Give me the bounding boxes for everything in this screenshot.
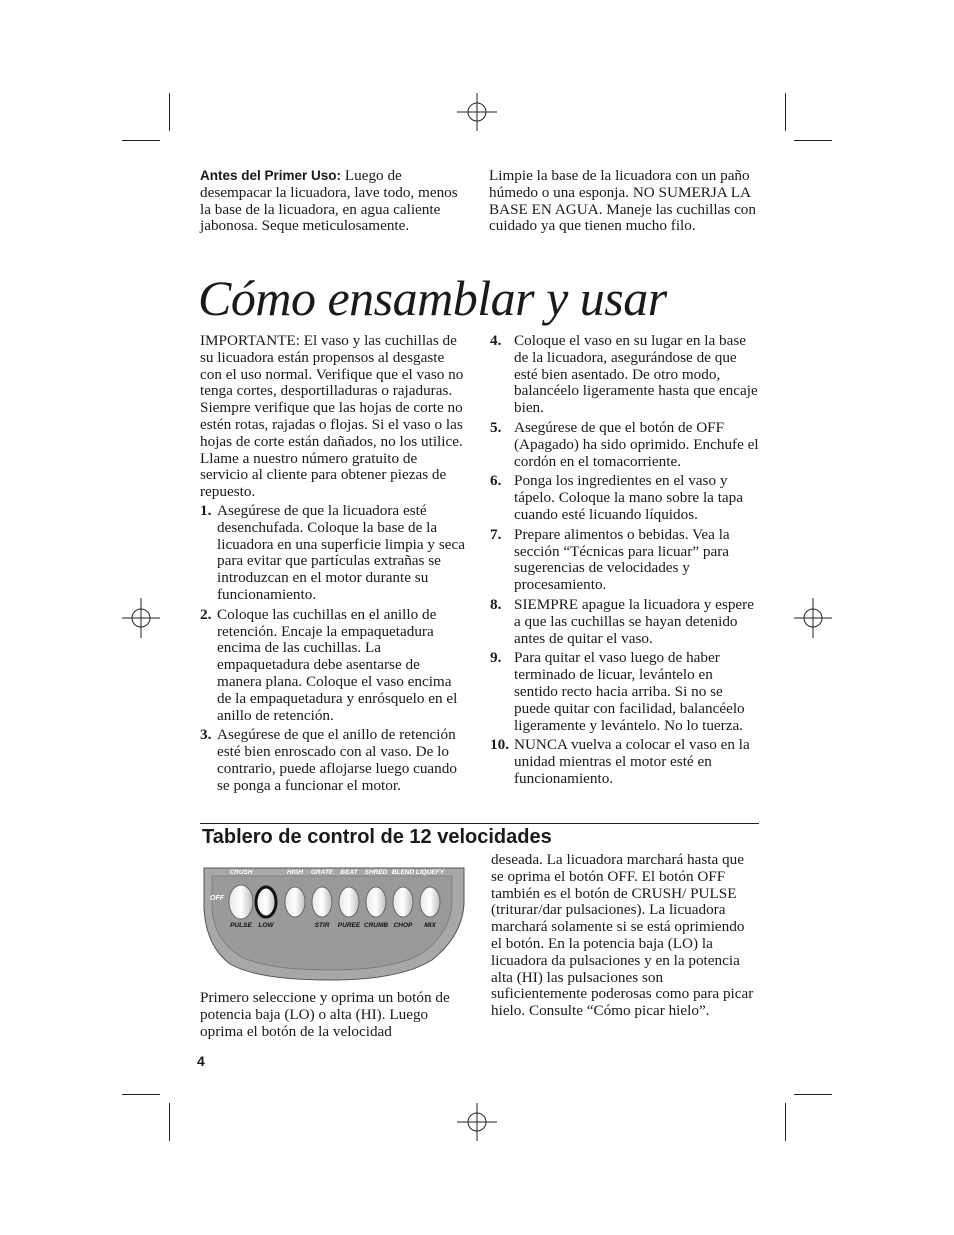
control-panel-illustration bbox=[200, 864, 468, 984]
crop-mark bbox=[794, 1094, 832, 1095]
panel-button bbox=[366, 887, 386, 917]
off-label: OFF bbox=[210, 895, 224, 902]
control-panel-right-text: deseada. La licuadora marchará hasta que se oprima el botón OFF. El botón OFF también es el botón de CRUSH/ PULSE (triturar/dar pulsaciones). La licuadora marchará solamente si se está oprimiendo el botón. En la potencia baja (LO) la licuadora da pulsaciones y en la potencia alta (HI) las pulsaciones son suficientemente poderosas como para picar hielo. Consulte “Cómo picar hielo”. bbox=[491, 851, 754, 1020]
list-item: 4. Coloque el vaso en su lugar en la base de la licuadora, asegurándose de que esté bien asentado. De otro modo, balancéelo ligeramente hasta que encaje bien. bbox=[490, 332, 758, 417]
registration-mark-icon bbox=[794, 598, 832, 638]
panel-top-label: CRUSH bbox=[229, 869, 253, 876]
registration-mark-icon bbox=[122, 598, 160, 638]
crop-mark bbox=[122, 1094, 160, 1095]
panel-top-label: BLEND bbox=[391, 869, 415, 876]
list-item: 5. Asegúrese de que el botón de OFF (Apagado) ha sido oprimido. Enchufe el cordón en el tomacorriente. bbox=[490, 418, 759, 470]
crop-mark bbox=[169, 1103, 170, 1141]
panel-bottom-label: LOW bbox=[258, 922, 274, 929]
panel-button bbox=[285, 887, 305, 917]
list-item: 8. SIEMPRE apague la licuadora y espere a que las cuchillas se hayan detenido antes de quitar el vaso. bbox=[490, 595, 754, 647]
list-item: 9. Para quitar el vaso luego de haber terminado de licuar, levántelo en sentido recto hacia arriba. Si no se puede quitar con facilidad, balancéelo ligeramente y levántelo. No lo tuerza. bbox=[490, 649, 745, 734]
panel-button bbox=[393, 887, 413, 917]
page-number: 4 bbox=[197, 1053, 205, 1069]
left-column bbox=[200, 333, 468, 798]
panel-bottom-label: PUREE bbox=[337, 922, 361, 929]
crop-mark bbox=[122, 140, 160, 141]
before-first-use-label: Antes del Primer Uso: bbox=[200, 168, 342, 183]
before-first-use-text: Luego de desempacar la licuadora, lave todo, menos la base de la licuadora, en agua caliente jabonosa. Seque meticulosamente. bbox=[200, 167, 458, 235]
list-item: 10. NUNCA vuelva a colocar el vaso en la unidad mientras el motor esté en funcionamiento. bbox=[490, 736, 750, 787]
registration-mark-icon bbox=[457, 1103, 497, 1141]
right-column bbox=[490, 333, 760, 791]
panel-bottom-label: CHOP bbox=[393, 922, 413, 929]
panel-bottom-label: MIX bbox=[424, 922, 436, 929]
panel-bottom-label: PULSE bbox=[230, 922, 252, 929]
crop-mark bbox=[169, 93, 170, 131]
panel-button bbox=[339, 887, 359, 917]
panel-top-label: HIGH bbox=[286, 869, 304, 876]
section-divider bbox=[200, 823, 759, 824]
control-panel-left-text: Primero seleccione y oprima un botón de potencia baja (LO) o alta (HI). Luego oprima el botón de la velocidad bbox=[200, 989, 450, 1040]
list-item: 6. Ponga los ingredientes en el vaso y tápelo. Coloque la mano sobre la tapa cuando esté licuando líquidos. bbox=[490, 472, 744, 523]
panel-button bbox=[420, 887, 440, 917]
page-title: Cómo ensamblar y usar bbox=[198, 270, 667, 326]
list-item: 7. Prepare alimentos o bebidas. Vea la sección “Técnicas para licuar” para sugerencias de velocidades y procesamiento. bbox=[490, 525, 730, 594]
panel-top-label: SHRED bbox=[364, 869, 388, 876]
crop-mark bbox=[785, 93, 786, 131]
cleaning-paragraph: Limpie la base de la licuadora con un paño húmedo o una esponja. NO SUMERJA LA BASE EN AGUA. Maneje las cuchillas con cuidado ya que tienen mucho filo. bbox=[489, 167, 756, 235]
registration-mark-icon bbox=[457, 93, 497, 131]
panel-top-label: LIQUEFY bbox=[415, 869, 445, 876]
list-item: 3. Asegúrese de que el anillo de retención esté bien enroscado con al vaso. De lo contrario, puede aflojarse luego cuando se ponga a funcionar el motor. bbox=[200, 726, 457, 794]
panel-button bbox=[229, 885, 253, 919]
list-item: 2. Coloque las cuchillas en el anillo de retención. Encaje la empaquetadura encima de las cuchillas. La empaquetadura debe asentarse de manera plana. Coloque el vaso encima de la empaquetadura y enrósquelo en el anillo de retención. bbox=[200, 605, 458, 724]
crop-mark bbox=[794, 140, 832, 141]
crop-mark bbox=[785, 1103, 786, 1141]
panel-top-label: GRATE bbox=[310, 869, 334, 876]
control-panel-heading: Tablero de control de 12 velocidades bbox=[202, 826, 552, 848]
panel-bottom-label: STIR bbox=[314, 922, 330, 929]
panel-button bbox=[256, 887, 276, 917]
important-notice: IMPORTANTE: El vaso y las cuchillas de su licuadora están propensos al desgaste con el uso normal. Verifique que el vaso no tenga cortes, desportilladuras o rajaduras. Siempre verifique que las hojas de corte no estén rotas, rajadas o flojas. Si el vaso o las hojas de corte están dañados, no los utilice. Llame a nuestro número gratuito de servicio al cliente para obtener piezas de repuesto. bbox=[200, 332, 464, 501]
list-item: 1. Asegúrese de que la licuadora esté desenchufada. Coloque la base de la licuadora en una superficie limpia y seca para evitar que partículas extrañas se introduzcan en el motor durante su funcionamiento. bbox=[200, 501, 465, 603]
panel-button bbox=[312, 887, 332, 917]
panel-top-label: BEAT bbox=[340, 869, 358, 876]
before-first-use-paragraph bbox=[200, 168, 458, 235]
panel-bottom-label: CRUMB bbox=[363, 922, 389, 929]
